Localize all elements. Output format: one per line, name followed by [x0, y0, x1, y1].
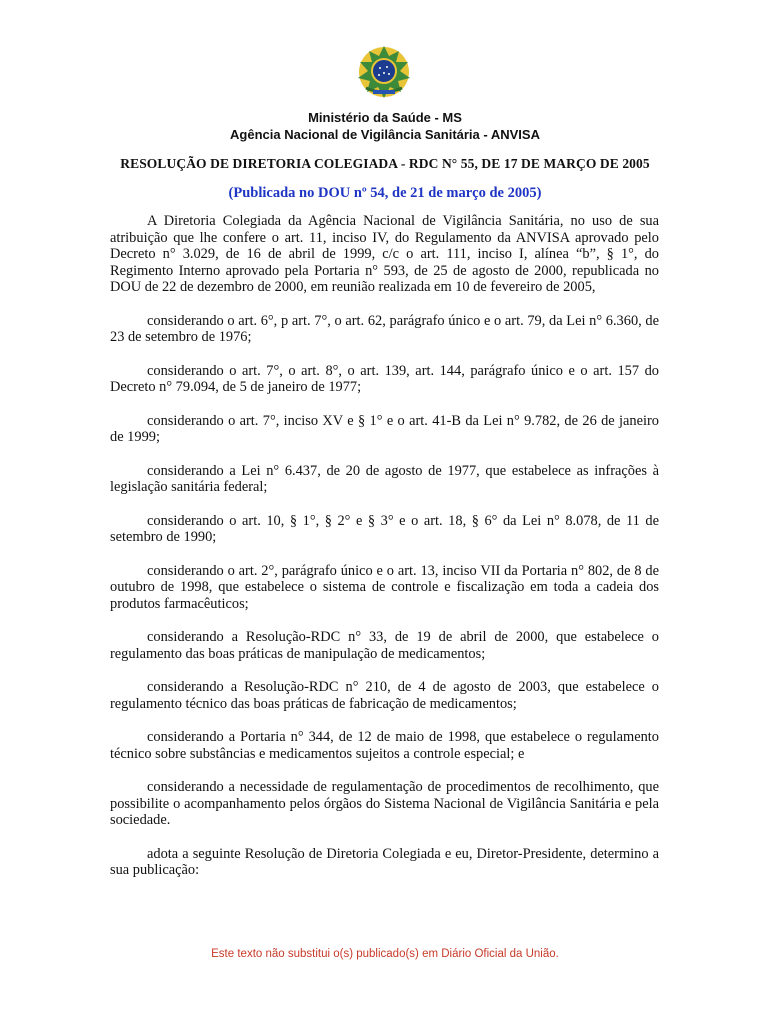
intro-paragraph: A Diretoria Colegiada da Agência Nacional de Vigilância Sanitária, no uso de sua atribuição que lhe confere o art. 11, inciso IV, do Regulamento da ANVISA aprovado pelo Decreto n° 3.029, de 16 de abril de 1999, c/c o art. 111, inciso I, alínea “b”, § 1°, do Regimento Interno aprovado pela Portaria n° 593, de 25 de agosto de 2000, republicada no DOU de 22 de dezembro de 2000, em reunião realizada em 10 de fevereiro de 2005,: [110, 213, 659, 295]
closing-paragraph: adota a seguinte Resolução de Diretoria Colegiada e eu, Diretor-Presidente, determino a sua publicação:: [110, 845, 659, 878]
publication-note: (Publicada no DOU nº 54, de 21 de março de 2005): [228, 185, 542, 201]
disclaimer-footer: Este texto não substitui o(s) publicado(s) em Diário Oficial da União.: [211, 948, 559, 960]
resolution-body: [110, 213, 659, 896]
consideration-paragraph: considerando o art. 7°, o art. 8°, o art. 139, art. 144, parágrafo único e o art. 157 do Decreto n° 79.094, de 5 de janeiro de 1977;: [110, 362, 659, 395]
consideration-paragraph: considerando a Resolução-RDC n° 210, de 4 de agosto de 2003, que estabelece o regulamento técnico das boas práticas de fabricação de medicamentos;: [110, 679, 659, 712]
resolution-title: RESOLUÇÃO DE DIRETORIA COLEGIADA - RDC N° 55, DE 17 DE MARÇO DE 2005: [120, 156, 650, 171]
consideration-paragraph: considerando o art. 10, § 1°, § 2° e § 3° e o art. 18, § 6° da Lei n° 8.078, de 11 de setembro de 1990;: [110, 512, 659, 545]
agency-name: Agência Nacional de Vigilância Sanitária - ANVISA: [230, 127, 540, 142]
consideration-paragraph: considerando a necessidade de regulamentação de procedimentos de recolhimento, que possibilite o acompanhamento pelos órgãos do Sistema Nacional de Vigilância Sanitária e pela sociedade.: [110, 779, 659, 828]
brazil-coat-of-arms-icon: [356, 44, 412, 100]
consideration-paragraph: considerando o art. 7°, inciso XV e § 1° e o art. 41-B da Lei n° 9.782, de 26 de janeiro de 1999;: [110, 412, 659, 445]
consideration-paragraph: considerando o art. 6°, p art. 7°, o art. 62, parágrafo único e o art. 79, da Lei n° 6.360, de 23 de setembro de 1976;: [110, 312, 659, 345]
consideration-paragraph: considerando a Resolução-RDC n° 33, de 19 de abril de 2000, que estabelece o regulamento das boas práticas de manipulação de medicamentos;: [110, 629, 659, 662]
consideration-paragraph: considerando o art. 2°, parágrafo único e o art. 13, inciso VII da Portaria n° 802, de 8 de outubro de 1998, que estabelece o sistema de controle e fiscalização em toda a cadeia dos produtos farmacêuticos;: [110, 562, 659, 612]
consideration-paragraph: considerando a Portaria n° 344, de 12 de maio de 1998, que estabelece o regulamento técnico sobre substâncias e medicamentos sujeitos a controle especial; e: [110, 729, 659, 762]
consideration-paragraph: considerando a Lei n° 6.437, de 20 de agosto de 1977, que estabelece as infrações à legislação sanitária federal;: [110, 462, 659, 495]
ministry-name: Ministério da Saúde - MS: [308, 110, 462, 125]
